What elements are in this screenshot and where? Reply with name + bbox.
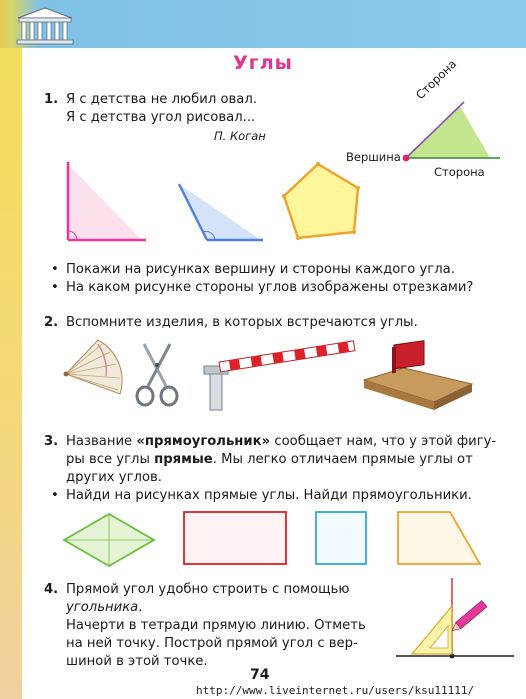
task4-line-3: Начерти в тетради прямую линию. Отметь	[66, 618, 366, 633]
task3-line-2	[66, 450, 473, 469]
label-side-bottom: Сторона	[434, 165, 485, 179]
page-number: 74	[250, 667, 270, 683]
task4-line2-period: .	[138, 600, 143, 615]
poem-author: П. Коган	[214, 129, 266, 143]
angle-magenta	[58, 160, 148, 244]
task2-number: 2.	[44, 315, 59, 330]
trapezoid-shape	[396, 510, 482, 566]
page-title: Углы	[233, 52, 293, 74]
set-square-illustration	[392, 574, 518, 664]
poem-line-1: Я с детства не любил овал.	[66, 92, 258, 107]
rectangle-shape	[182, 510, 288, 566]
task3-line-3: других углов.	[66, 470, 162, 485]
book-on-table-illustration	[358, 340, 474, 416]
task4-line-5: шиной в этой точке.	[66, 654, 208, 669]
task3-number: 3.	[44, 434, 59, 449]
task4-line-2	[66, 598, 142, 617]
task3-line1-text-a: Название	[66, 434, 137, 449]
task3-line-1	[66, 432, 496, 451]
left-color-strip	[0, 48, 22, 699]
label-vertex: Вершина	[346, 150, 401, 164]
rhombus-shape	[62, 512, 156, 568]
task1-bullet-1: • Покажи на рисунках вершину и стороны каждого угла.	[66, 260, 455, 279]
pentagon-shape	[278, 160, 368, 246]
task1-number: 1.	[44, 92, 59, 107]
barrier-illustration	[200, 340, 360, 412]
task4-number: 4.	[44, 582, 59, 597]
header-band	[0, 0, 526, 48]
task3-bullet: • Найди на рисунках прямые углы. Найди прямоугольники.	[66, 486, 472, 505]
poem-line-2: Я с детства угол рисовал...	[66, 110, 256, 125]
footer-url: http://www.liveinternet.ru/users/ksu11111/	[196, 684, 475, 697]
square-shape	[314, 510, 368, 566]
temple-icon	[14, 6, 76, 46]
task4-line-4: на ней точку. Построй прямой угол с вер-	[66, 636, 358, 651]
task3-line2-text-a: ры все углы	[66, 452, 155, 467]
task4-term-set-square: угольника	[66, 600, 139, 615]
task3-line2-text-b: . Мы легко отличаем прямые углы от	[212, 452, 473, 467]
task1-bullet-2: • На каком рисунке стороны углов изображены отрезками?	[66, 278, 473, 297]
task2-text: Вспомните изделия, в которых встречаются углы.	[66, 315, 418, 330]
task3-term-right: прямые	[154, 452, 213, 467]
scissors-illustration	[132, 342, 182, 408]
label-side-top: Сторона	[413, 56, 460, 103]
task3-line1-text-b: сообщает нам, что у этой фигу-	[270, 434, 497, 449]
task3-term-rectangle: «прямоугольник»	[136, 434, 271, 449]
angle-blue	[175, 180, 265, 246]
task4-line-1: Прямой угол удобно строить с помощью	[66, 582, 350, 597]
fan-illustration	[58, 336, 128, 412]
